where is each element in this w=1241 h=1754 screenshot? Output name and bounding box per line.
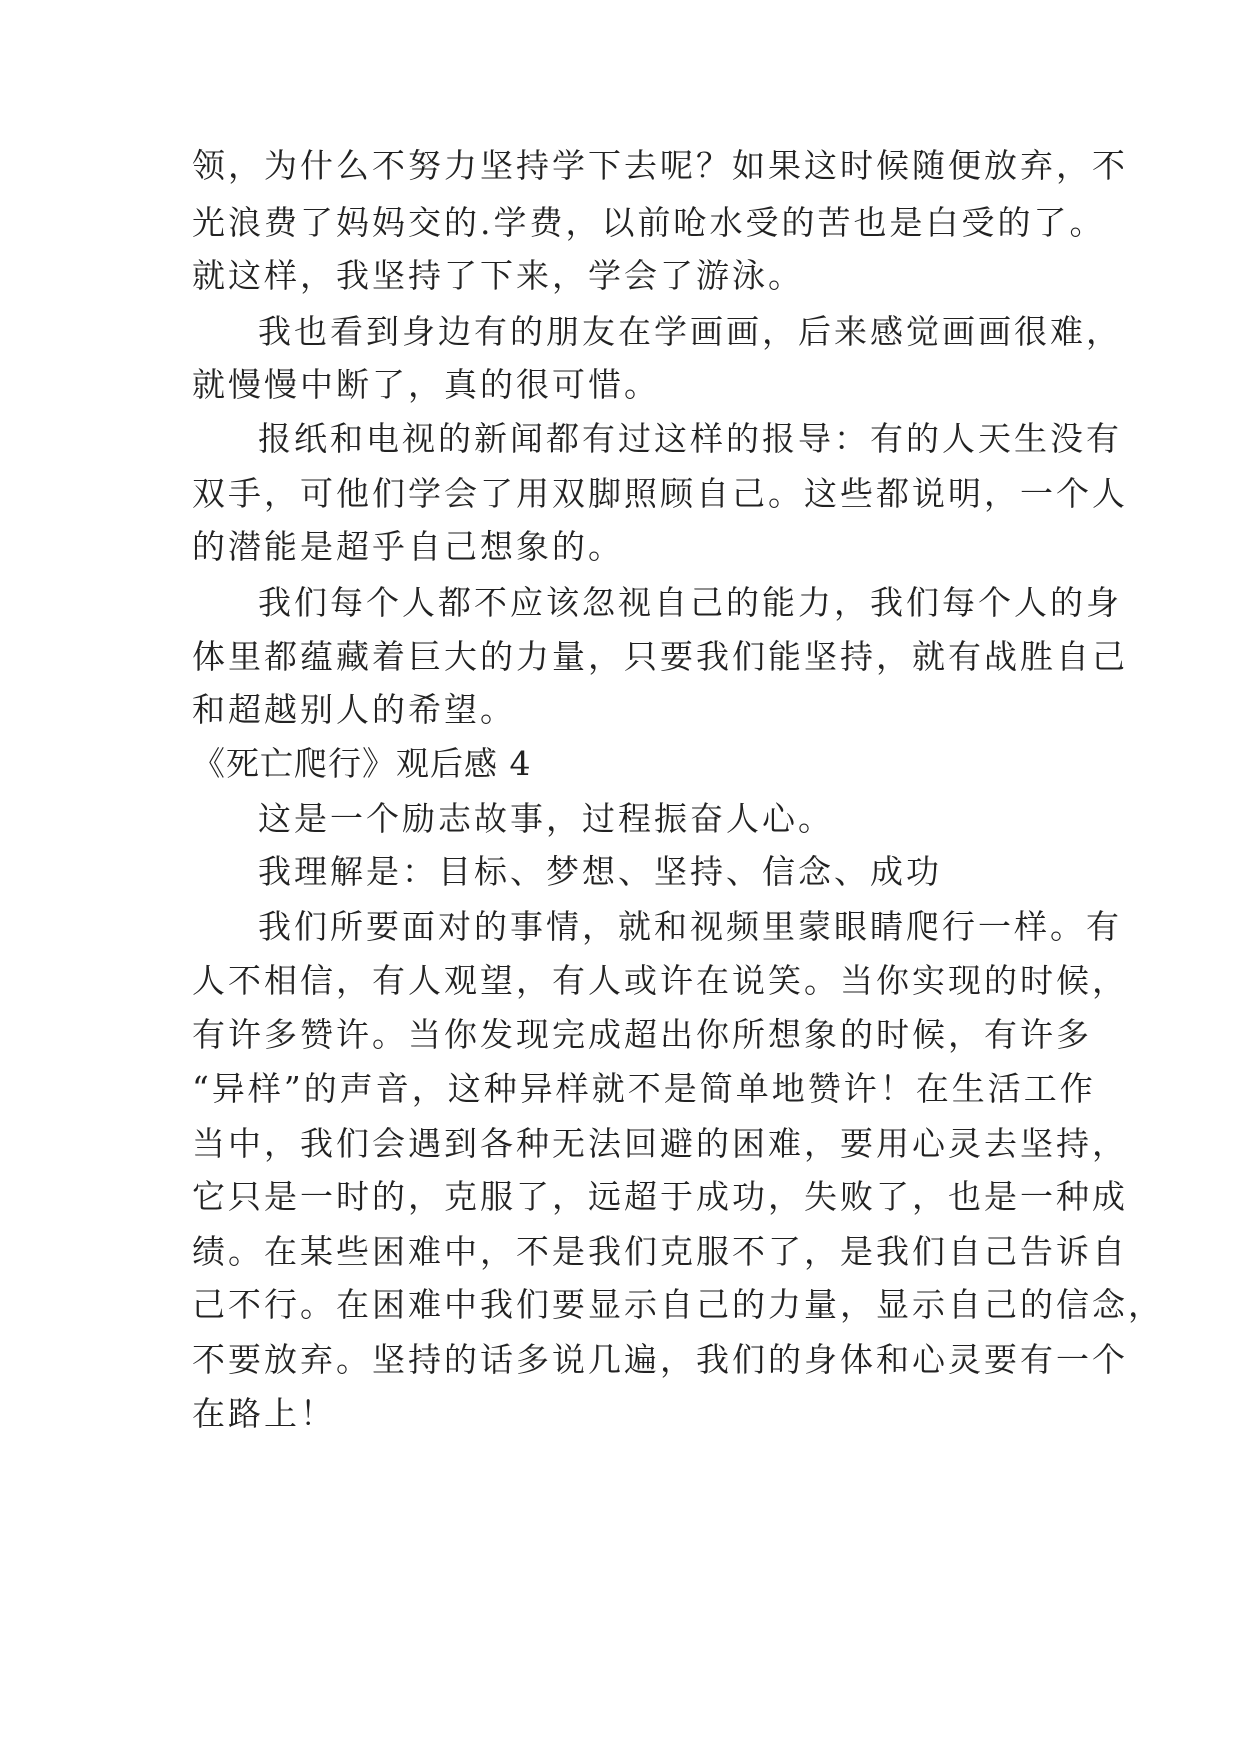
text-line: 它只是一时的，克服了，远超于成功，失败了，也是一种成	[192, 1177, 1128, 1216]
text-line: 己不行。在困难中我们要显示自己的力量，显示自己的信念，	[192, 1285, 1164, 1324]
text-line: 和超越别人的希望。	[192, 690, 516, 729]
text-line: 当中，我们会遇到各种无法回避的困难，要用心灵去坚持，	[192, 1124, 1128, 1163]
text-line: “异样”的声音，这种异样就不是简单地赞许！在生活工作	[192, 1069, 1096, 1108]
text-line: 绩。在某些困难中，不是我们克服不了，是我们自己告诉自	[192, 1232, 1128, 1271]
text-line: 我们每个人都不应该忽视自己的能力，我们每个人的身	[258, 583, 1122, 622]
text-line: 体里都蕴藏着巨大的力量，只要我们能坚持，就有战胜自己	[192, 637, 1128, 676]
text-line: 双手，可他们学会了用双脚照顾自己。这些都说明，一个人	[192, 474, 1128, 513]
text-line: 领，为什么不努力坚持学下去呢？如果这时候随便放弃，不	[192, 146, 1128, 185]
text-line: 我理解是：目标、梦想、坚持、信念、成功	[258, 852, 942, 891]
text-line: 我们所要面对的事情，就和视频里蒙眼睛爬行一样。有	[258, 907, 1122, 946]
text-line: 在路上！	[192, 1394, 336, 1433]
text-line: 这是一个励志故事，过程振奋人心。	[258, 799, 834, 838]
section-heading: 《死亡爬行》观后感 4	[192, 744, 532, 783]
text-line: 不要放弃。坚持的话多说几遍，我们的身体和心灵要有一个	[192, 1340, 1128, 1379]
text-line: 就慢慢中断了，真的很可惜。	[192, 365, 660, 404]
text-line: 人不相信，有人观望，有人或许在说笑。当你实现的时候，	[192, 961, 1128, 1000]
text-line: 我也看到身边有的朋友在学画画，后来感觉画画很难，	[258, 312, 1122, 351]
text-line: 有许多赞许。当你发现完成超出你所想象的时候，有许多	[192, 1015, 1092, 1054]
text-line: 光浪费了妈妈交的.学费，以前呛水受的苦也是白受的了。	[192, 203, 1106, 242]
text-line: 报纸和电视的新闻都有过这样的报导：有的人天生没有	[258, 419, 1122, 458]
text-line: 的潜能是超乎自己想象的。	[192, 527, 624, 566]
text-line: 就这样，我坚持了下来，学会了游泳。	[192, 256, 804, 295]
